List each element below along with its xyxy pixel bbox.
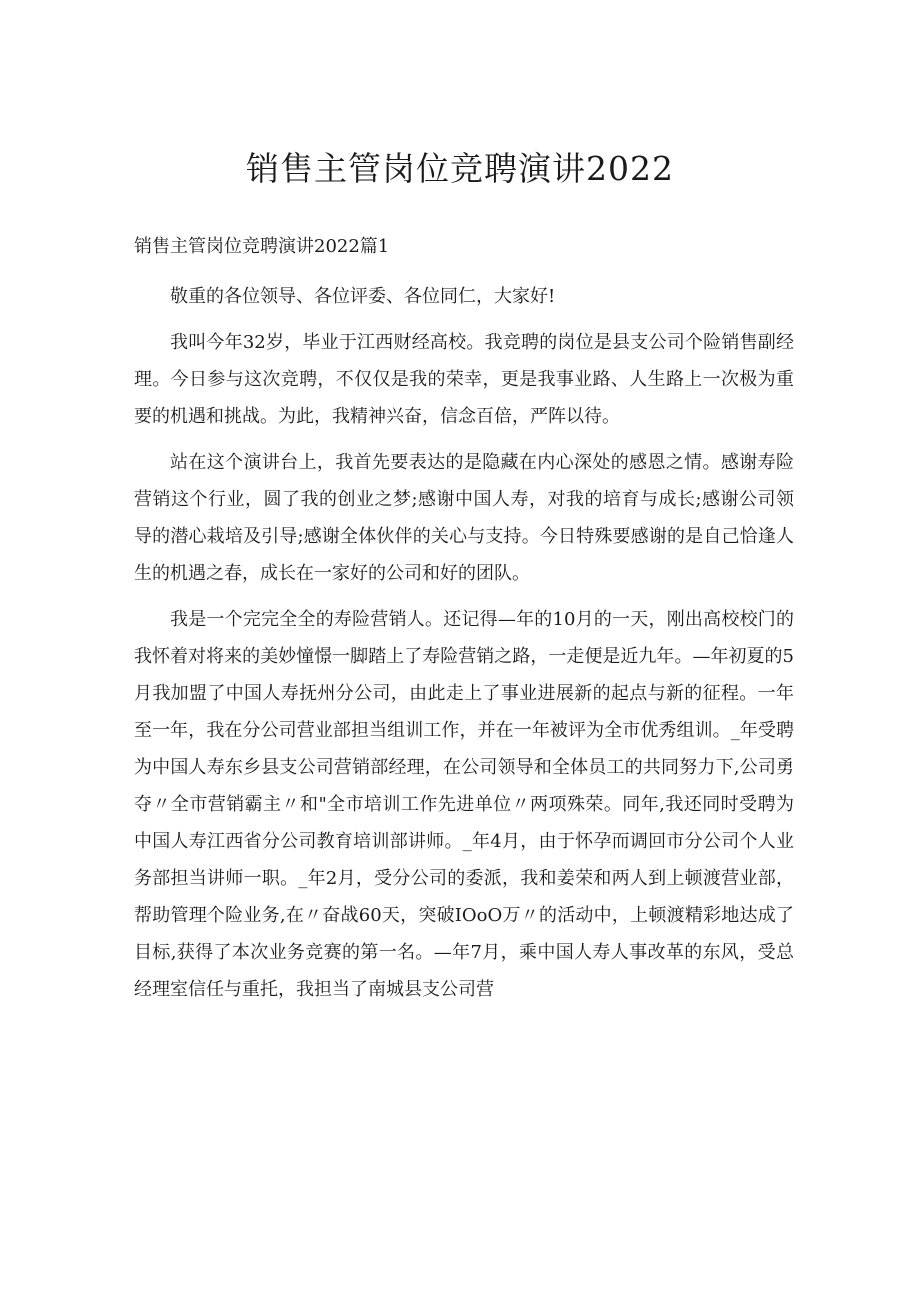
document-body [134, 278, 794, 1017]
section-heading: 销售主管岗位竞聘演讲2022篇1 [134, 236, 390, 257]
body-paragraph: 站在这个演讲台上，我首先要表达的是隐藏在内心深处的感恩之情。感谢寿险营销这个行业，圆了我的创业之梦;感谢中国人寿，对我的培育与成长;感谢公司领导的潜心栽培及引导;感谢全体伙伴的关心与支持。今日特殊要感谢的是自己恰逢人生的机遇之春，成长在一家好的公司和好的团队。 [134, 452, 794, 584]
greeting-paragraph: 敬重的各位领导、各位评委、各位同仁，大家好! [170, 286, 556, 307]
document-title: 销售主管岗位竞聘演讲2022 [246, 149, 674, 188]
body-paragraph: 我是一个完完全全的寿险营销人。还记得—年的10月的一天，刚出高校校门的我怀着对将来的美妙憧憬一脚踏上了寿险营销之路，一走便是近九年。—年初夏的5月我加盟了中国人寿抚州分公司，由此走上了事业进展新的起点与新的征程。一年至一年，我在分公司营业部担当组训工作，并在一年被评为全市优秀组训。_年受聘为中国人寿东乡县支公司营销部经理，在公司领导和全体员工的共同努力下,公司勇夺〃全市营销霸主〃和"全市培训工作先进单位〃两项殊荣。同年,我还同时受聘为中国人寿江西省分公司教育培训部讲师。_年4月，由于怀孕而调回市分公司个人业务部担当讲师一职。_年2月，受分公司的委派，我和姜荣和两人到上顿渡营业部，帮助管理个险业务,在〃奋战60天，突破IOoO万〃的活动中，上顿渡精彩地达成了目标,获得了本次业务竞赛的第一名。—年7月，乘中国人寿人事改革的东风，受总经理室信任与重托，我担当了南城县支公司营 [134, 609, 794, 1000]
body-paragraph: 我叫今年32岁，毕业于江西财经高校。我竞聘的岗位是县支公司个险销售副经理。今日参与这次竞聘，不仅仅是我的荣幸，更是我事业路、人生路上一次极为重要的机遇和挑战。为此，我精神兴奋，信念百倍，严阵以待。 [134, 332, 794, 427]
